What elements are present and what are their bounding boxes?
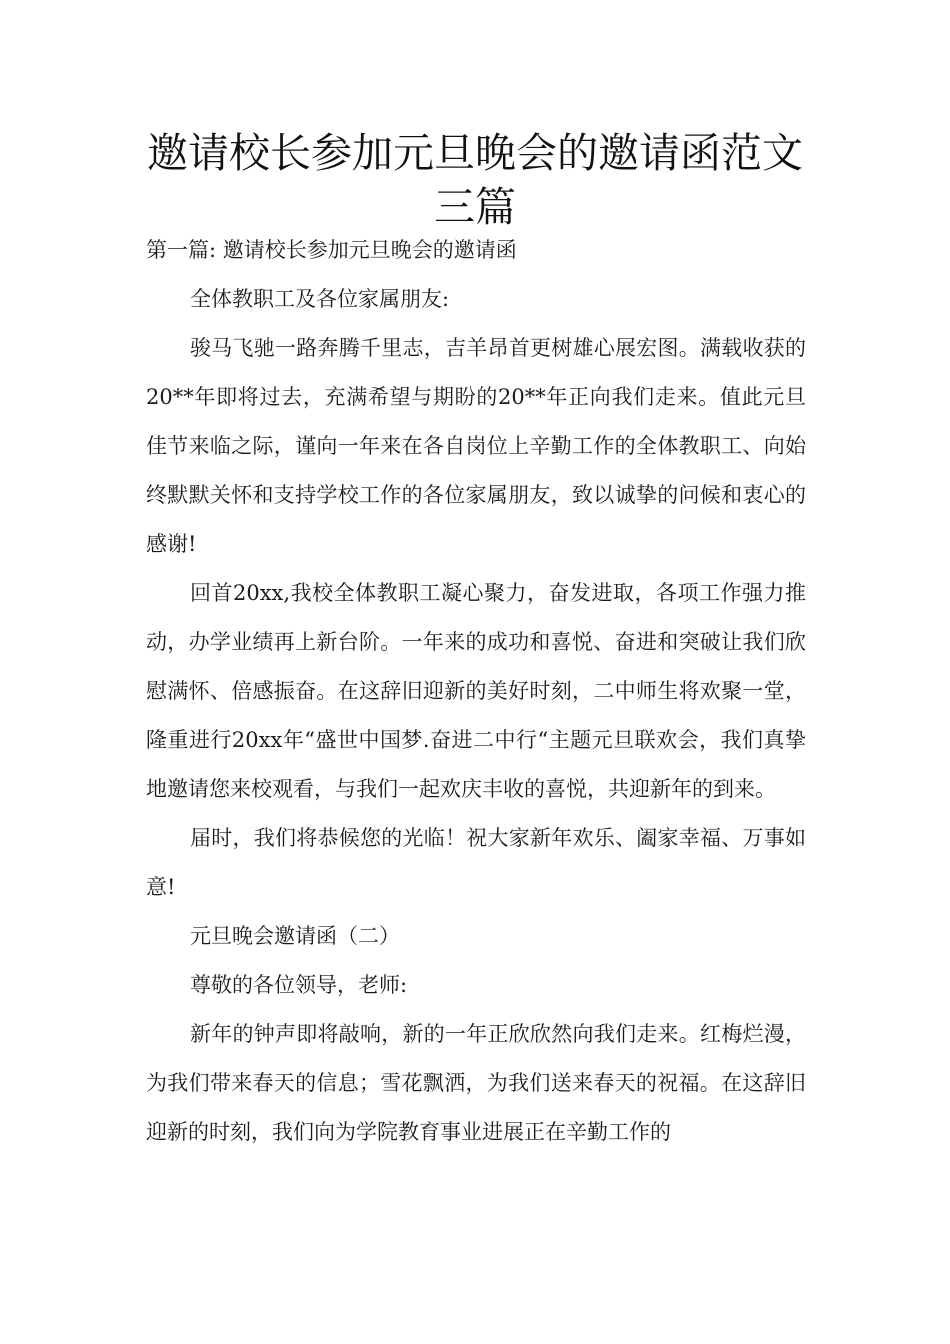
paragraph-1: 骏马飞驰一路奔腾千里志，吉羊昂首更树雄心展宏图。满载收获的20**年即将过去，充满希望与期盼的20**年正向我们走来。值此元旦佳节来临之际，谨向一年来在各自岗位上辛勤工作的全体教职工、向始终默默关怀和支持学校工作的各位家属朋友，致以诚挚的问候和衷心的感谢! (146, 336, 806, 556)
paragraph-3: 届时，我们将恭候您的光临！祝大家新年欢乐、阖家幸福、万事如意! (146, 826, 806, 899)
section-heading-1: 第一篇: 邀请校长参加元旦晚会的邀请函 (146, 238, 517, 262)
salutation-2: 尊敬的各位领导，老师: (190, 973, 408, 997)
document-title: 邀请校长参加元旦晚会的邀请函范文三篇 (147, 129, 803, 231)
salutation-1: 全体教职工及各位家属朋友: (190, 287, 450, 311)
section-heading-2: 元旦晚会邀请函（二） (190, 924, 400, 948)
paragraph-4: 新年的钟声即将敲响，新的一年正欣欣然向我们走来。红梅烂漫，为我们带来春天的信息；雪花飘洒，为我们送来春天的祝福。在这辞旧迎新的时刻，我们向为学院教育事业进展正在辛勤工作的 (146, 1022, 806, 1144)
document-body (146, 226, 806, 1157)
paragraph-2: 回首20xx,我校全体教职工凝心聚力，奋发进取，各项工作强力推动，办学业绩再上新台阶。一年来的成功和喜悦、奋进和突破让我们欣慰满怀、倍感振奋。在这辞旧迎新的美好时刻，二中师生将欢聚一堂，隆重进行20xx年“盛世中国梦.奋进二中行“主题元旦联欢会，我们真挚地邀请您来校观看，与我们一起欢庆丰收的喜悦，共迎新年的到来。 (146, 581, 806, 801)
